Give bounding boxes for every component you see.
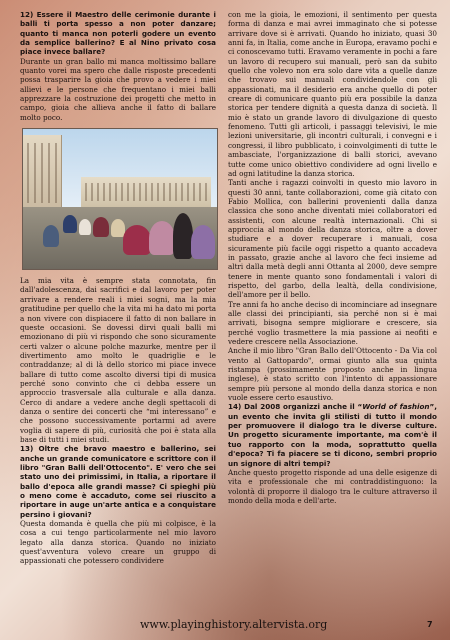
left-column <box>20 10 216 566</box>
photo-dancer <box>79 219 91 235</box>
photo-dancer <box>43 225 59 247</box>
question-13: 13) Oltre che bravo maestro e ballerino, sei anche un grande comunicatore e scrittore con il libro "Gran Balli dell'Ottocento". E' vero che sei stato uno dei primissimi, in Italia, a riportare il ballo d'epoca alle grandi masse? Ci spieghi più o meno come è accaduto, come sei riuscito a riportare in auge un'arte antica e a conquistare persino i giovani? <box>20 444 216 519</box>
photo-dancer <box>149 221 175 255</box>
photo-palace-back <box>81 177 211 207</box>
website-footer[interactable]: www.playinghistory.altervista.org <box>140 618 328 631</box>
paragraph: Anche il mio libro "Gran Ballo dell'Ottocento - Da Via col vento al Gattopardo", ormai giunto alla sua quinta ristampa (prossimamente proposto anche in lingua inglese), è stato scritto con l'intento di appassionare sempre più persone al mondo della danza storica e non vuole essere certo esaustivo. <box>228 346 437 403</box>
question-12: 12) Essere il Maestro delle cerimonie durante i balli ti porta spesso a non poter danzare; quanto ti manca non poterli godere un evento da semplice ballerino? E al Nino privato cosa piace invece ballare? <box>20 10 216 57</box>
paragraph: con me la gioia, le emozioni, il sentimento per questa forma di danza e mai avrei immaginato che si potesse arrivare dove si è arrivati. Quando ho iniziato, quasi 30 anni fa, in Italia, come anche in Europa, eravamo pochi e ci conoscevamo tutti. Eravamo veramente in pochi a fare un lavoro di recupero sui manuali, però san da subito quello che volevo non era solo dare vita a quelle danze che trovavo sui manuali condividendole con gli appassionati, ma il desiderio era anche quello di poter creare di comunicare quanto più era possibile la danza storica per tendere dignità a questa danza di società. Il mio è stato un grande lavoro di divulgazione di questo fenomeno. Tutti gli articoli, i passaggi televisivi, le mie lezioni universitarie, gli incontri culturali, i convegni e i congressi, il libro pubblicato, i coinvolgimenti di tutte le ambasciate, l'organizzazione di balli storici, avevano tutte come unico obiettivo condividere ad ogni livello e ad ogni latitudine la danza storica. <box>228 10 437 178</box>
question-14-end: ”, un evento che invita gli stilisti di tutto il mondo per promuovere il dialogo tra le diverse culture. Un progetto sicuramente importante, ma com'è il tuo rapporto con la moda, soprattutto quella d'epoca? Ti fa piacere se ti dicono, sembri proprio un signore di altri tempi? <box>228 402 437 468</box>
question-14-start: 14) Dal 2008 organizzi anche il “ <box>228 402 363 412</box>
paragraph: Tanti anche i ragazzi coinvolti in questo mio lavoro in questi 30 anni, tante collaborazioni, come già citato con Fabio Mollica, con ballerini provenienti dalla danza classica che sono anche diventati miei collaboratori ed assistenti, con alcune realtà internazionali. Chi si approccia al mondo della danza storica, oltre a dover studiare e a dover recuperare i manuali, cosa sicuramente più facile oggi rispetto a quanto accadeva in passato, grazie anche al lavoro che feci insieme ad altri dalla metà degli anni Ottanta al 2000, deve sempre tenere in mente quanto sono fondamentali i valori di rispetto, del garbo, della lealtà, della condivisione, dell'amore per il bello. <box>228 178 437 300</box>
photo-dancer <box>93 217 109 237</box>
paragraph: La mia vita è sempre stata connotata, fin dall'adolescenza, dai sacrifici e dal lavoro per poter arrivare a rendere reali i miei sogni, ma la mia gratitudine per quello che la vita mi ha dato mi porta a non vivere con dispiacere il fatto di non ballare in queste occasioni. Se dovessi dirvi quali balli mi emozionano di più vi rispondo che sono sicuramente certi valzer o alcune polche mazurke, mentre per il divertimento amo molto le quadriglie e le contraddanze; al di là dello storico mi piace invece ballare di tutto come ascolto diversi tipi di musica perché sono convinto che ci debba essere un approccio trasversale alla culturale e alla danza. Cerco di andare a vedere anche degli spettacoli di danza o sentire dei concerti che “mi interessano” e che possono successivamente portarmi ad avere voglia di sapere di più, curiosità che poi è stata alla base di tutti i miei studi. <box>20 276 216 444</box>
event-title: World of fashion <box>362 402 430 412</box>
photo-palace-left <box>23 135 62 213</box>
ball-photo <box>22 128 218 270</box>
photo-dancer <box>123 225 151 255</box>
answer-13: Questa domanda è quella che più mi colpisce, è la cosa a cui tengo particolarmente nel mio lavoro legato alla danza storica. Quando no iniziato quest'avventura volevo creare un gruppo di appassionati che potessero condividere <box>20 519 216 566</box>
question-14 <box>228 402 437 467</box>
right-column <box>228 10 437 505</box>
paragraph: Tre anni fa ho anche deciso di incominciare ad insegnare alle classi dei principianti, sia perché non si è mai arrivati, bisogna sempre migliorare e crescere, sia perché voglio trasmettere la mia passione ai neofiti e vedere crescere nella Associazione. <box>228 299 437 347</box>
photo-dancer <box>191 225 215 259</box>
answer-12: Durante un gran ballo mi manca moltissimo ballare quanto vorei ma spero che dalle risposte precedenti possa trasparire la gioia che provo a vedere i miei allievi e le persone che frequentano i miei balli apprezzare la costruzione dei progetti che metto in campo, gioia che allieva anche il fatto di ballare molto poco. <box>20 56 216 122</box>
photo-dancer <box>173 213 193 259</box>
answer-14: Anche questo progetto risponde ad una delle esigenze di vita e professionale che mi contraddistinguono: la volontà di proporre il dialogo tra le culture attraverso il mondo della moda e dell'arte. <box>228 467 437 505</box>
photo-dancer <box>63 215 77 233</box>
page-number: 7 <box>427 620 433 629</box>
